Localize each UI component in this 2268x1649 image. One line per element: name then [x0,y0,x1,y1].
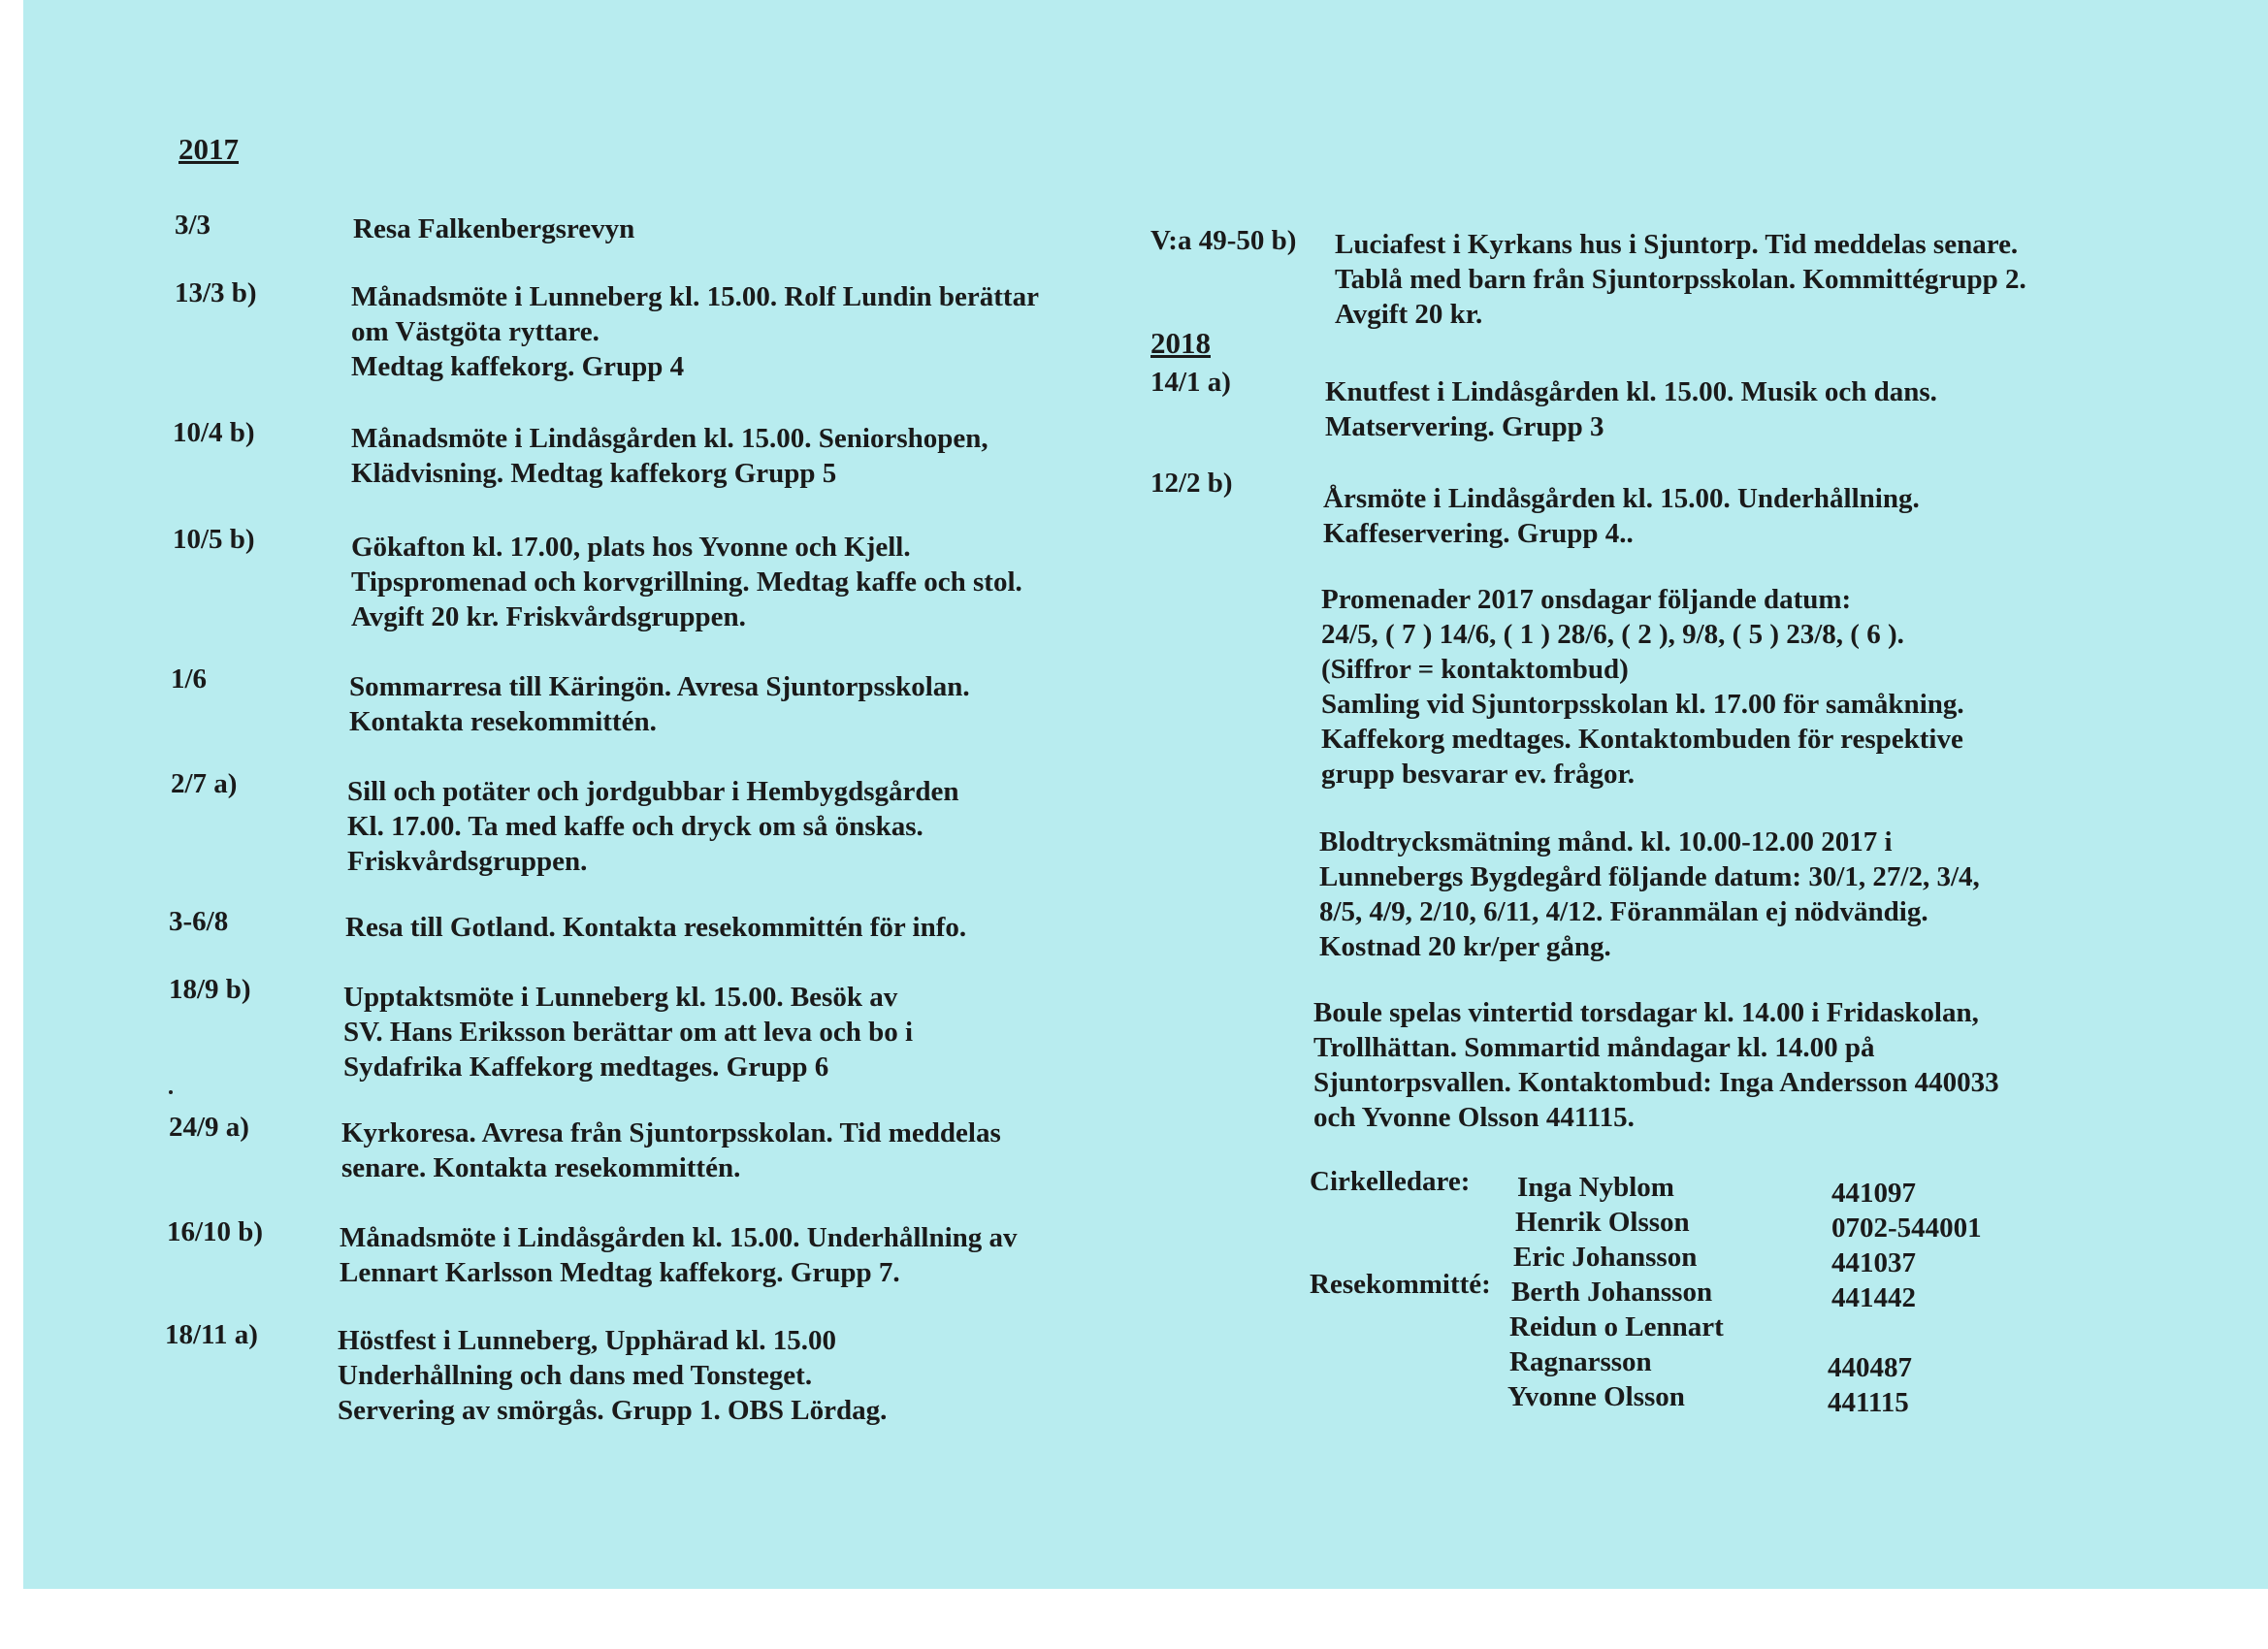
entry-text [349,669,970,739]
entry-text [345,910,966,945]
entry-line: Underhållning och dans med Tonsteget. [338,1360,813,1391]
entry-line: Medtag kaffekorg. Grupp 4 [351,351,685,382]
resekommitte-label: Resekommitté: [1310,1269,1491,1300]
entry-line: Knutfest i Lindåsgården kl. 15.00. Musik och dans. [1325,376,1937,407]
promenader-block [1321,582,1964,792]
entry-line: Sydafrika Kaffekorg medtages. Grupp 6 [343,1051,829,1083]
contact-name: Reidun o Lennart [1509,1311,1724,1342]
entry-line: Friskvårdsgruppen. [347,846,588,877]
entry-date: 10/5 b) [173,524,255,555]
entry-line: Klädvisning. Medtag kaffekorg Grupp 5 [351,458,837,489]
entry-date: 24/9 a) [169,1112,249,1143]
entry-line: Kontakta resekommittén. [349,706,657,737]
contact-phone: 441097 [1831,1178,1916,1209]
boule-line: Boule spelas vintertid torsdagar kl. 14.00 i Fridaskolan, [1313,997,1979,1028]
entry-line: Kaffeservering. Grupp 4.. [1323,518,1634,549]
blodtryck-line: 8/5, 4/9, 2/10, 6/11, 4/12. Föranmälan ej nödvändig. [1319,896,1928,927]
year-heading-2017: 2017 [178,132,239,166]
entry-date: V:a 49-50 b) [1150,225,1297,256]
contact-name: Ragnarsson [1509,1346,1652,1377]
entry-date: 12/2 b) [1150,468,1233,499]
promenader-line: 24/5, ( 7 ) 14/6, ( 1 ) 28/6, ( 2 ), 9/8, ( 5 ) 23/8, ( 6 ). [1321,619,1904,650]
contact-name: Eric Johansson [1513,1242,1698,1273]
promenader-line: grupp besvarar ev. frågor. [1321,759,1636,790]
entry-line: Månadsmöte i Lunneberg kl. 15.00. Rolf Lundin berättar [351,281,1039,312]
promenader-line: (Siffror = kontaktombud) [1321,654,1629,685]
blodtryck-line: Blodtrycksmätning månd. kl. 10.00-12.00 2017 i [1319,826,1893,857]
promenader-line: Samling vid Sjuntorpsskolan kl. 17.00 för samåkning. [1321,689,1964,720]
entry-line: Avgift 20 kr. [1335,299,1483,330]
entry-text [340,1220,1018,1290]
entry-date: 10/4 b) [173,417,255,448]
entry-date: 3-6/8 [169,906,229,937]
entry-date: 16/10 b) [167,1216,264,1247]
entry-date: 1/6 [171,663,208,695]
entry-text [351,279,1039,384]
contact-name: Yvonne Olsson [1507,1381,1685,1412]
entry-text [347,774,959,879]
entry-date: 18/9 b) [169,974,251,1005]
entry-text [1335,227,2026,332]
contact-phone: 441115 [1828,1387,1909,1418]
entry-line: Kyrkoresa. Avresa från Sjuntorpsskolan. Tid meddelas [341,1117,1001,1148]
contact-phone: 441442 [1831,1282,1916,1313]
document-sheet [23,0,2268,1589]
entry-line: Kl. 17.00. Ta med kaffe och dryck om så önskas. [347,811,923,842]
entry-line: Avgift 20 kr. Friskvårdsgruppen. [351,601,746,632]
entry-date: 18/11 a) [165,1319,258,1350]
entry-text [343,980,913,1084]
entry-date: 2/7 a) [171,768,238,799]
entry-line: senare. Kontakta resekommittén. [341,1152,741,1183]
entry-text [338,1323,887,1428]
entry-text [1323,481,1920,551]
contact-name: Inga Nyblom [1517,1172,1674,1203]
entry-date: 13/3 b) [175,277,257,308]
boule-line: Sjuntorpsvallen. Kontaktombud: Inga Andersson 440033 [1313,1067,1999,1098]
entry-line: Servering av smörgås. Grupp 1. OBS Lördag. [338,1395,888,1426]
entry-line: Matservering. Grupp 3 [1325,411,1604,442]
entry-line: Luciafest i Kyrkans hus i Sjuntorp. Tid meddelas senare. [1335,229,2019,260]
entry-line: Resa till Gotland. Kontakta resekommittén för info. [345,912,967,943]
stray-dot [169,1090,173,1094]
entry-line: Resa Falkenbergsrevyn [353,213,635,244]
entry-line: SV. Hans Eriksson berättar om att leva och bo i [343,1017,914,1048]
entry-line: Lennart Karlsson Medtag kaffekorg. Grupp 7. [340,1257,900,1288]
entry-line: Tablå med barn från Sjuntorpsskolan. Kommittégrupp 2. [1335,264,2026,295]
entry-line: Månadsmöte i Lindåsgården kl. 15.00. Seniorshopen, [351,423,988,454]
entry-line: Gökafton kl. 17.00, plats hos Yvonne och Kjell. [351,532,911,563]
entry-line: Tipspromenad och korvgrillning. Medtag kaffe och stol. [351,566,1022,598]
entry-text [1325,374,1937,444]
blodtryck-line: Lunnebergs Bygdegård följande datum: 30/1, 27/2, 3/4, [1319,861,1980,892]
entry-line: Månadsmöte i Lindåsgården kl. 15.00. Underhållning av [340,1222,1018,1253]
entry-line: Sill och potäter och jordgubbar i Hembygdsgården [347,776,959,807]
entry-line: om Västgöta ryttare. [351,316,599,347]
contact-phone: 0702-544001 [1831,1212,1982,1244]
boule-line: och Yvonne Olsson 441115. [1313,1102,1635,1133]
year-heading-2018: 2018 [1150,326,1211,360]
boule-block [1313,995,1999,1135]
entry-text [341,1116,1001,1185]
entry-line: Sommarresa till Käringön. Avresa Sjuntorpsskolan. [349,671,970,702]
entry-line: Årsmöte i Lindåsgården kl. 15.00. Underhållning. [1323,483,1920,514]
cirkelledare-label: Cirkelledare: [1310,1166,1471,1197]
contact-name: Henrik Olsson [1515,1207,1690,1238]
entry-text [351,530,1022,634]
entry-date: 3/3 [175,210,211,241]
promenader-line: Promenader 2017 onsdagar följande datum: [1321,584,1852,615]
blodtryck-block [1319,824,1980,964]
entry-line: Höstfest i Lunneberg, Upphärad kl. 15.00 [338,1325,837,1356]
contact-phone: 441037 [1831,1247,1916,1278]
entry-text [351,421,988,491]
entry-line: Upptaktsmöte i Lunneberg kl. 15.00. Besök av [343,982,898,1013]
entry-text [353,211,634,246]
entry-date: 14/1 a) [1150,367,1231,398]
boule-line: Trollhättan. Sommartid måndagar kl. 14.00 på [1313,1032,1875,1063]
promenader-line: Kaffekorg medtages. Kontaktombuden för respektive [1321,724,1963,755]
blodtryck-line: Kostnad 20 kr/per gång. [1319,931,1611,962]
contact-phone: 440487 [1828,1352,1912,1383]
contact-name: Berth Johansson [1511,1277,1713,1308]
